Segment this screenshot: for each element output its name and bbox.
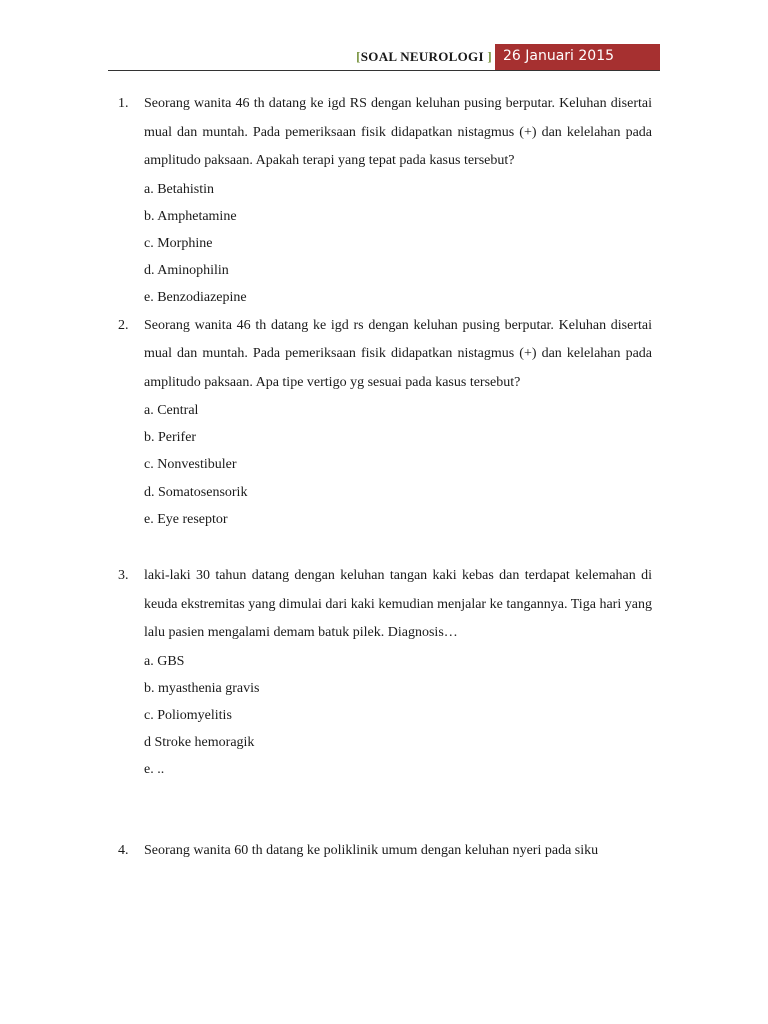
question-text: Seorang wanita 46 th datang ke igd rs dengan keluhan pusing berputar. Keluhan disertai mual dan muntah. Pada pemeriksaan fisik didapatkan nistagmus (+) dan kelelahan pada amplitudo paksaan. Apa tipe vertigo yg sesuai pada kasus tersebut? xyxy=(144,317,652,390)
answer-option: d. Aminophilin xyxy=(144,263,229,279)
header-divider xyxy=(108,70,660,71)
question-number: 2. xyxy=(118,317,129,333)
question-2 xyxy=(118,312,652,534)
answer-option: a. Central xyxy=(144,403,199,419)
answer-option: e. Benzodiazepine xyxy=(144,290,247,306)
question-1 xyxy=(118,90,652,312)
question-3 xyxy=(118,562,652,784)
question-number: 1. xyxy=(118,96,129,111)
title-text: SOAL NEUROLOGI xyxy=(360,49,488,64)
answer-option: c. Poliomyelitis xyxy=(144,707,232,723)
question-text: laki-laki 30 tahun datang dengan keluhan tangan kaki kebas dan terdapat kelemahan di keuda ekstremitas yang dimulai dari kaki kemudian menjalar ke tangannya. Tiga hari yang lalu pasien mengalami demam batuk pilek. Diagnosis… xyxy=(144,568,652,641)
answer-option: b. Amphetamine xyxy=(144,208,237,224)
page-header xyxy=(108,44,660,70)
date-badge: 26 Januari 2015 xyxy=(495,44,660,70)
title-bracket-close: ] xyxy=(487,49,492,64)
question-4 xyxy=(118,837,652,866)
answer-option: d Stroke hemoragik xyxy=(144,735,255,751)
answer-option: a. GBS xyxy=(144,653,185,669)
question-number: 4. xyxy=(118,842,129,858)
answer-option: d. Somatosensorik xyxy=(144,484,248,500)
question-list xyxy=(118,90,652,865)
answer-option: b. myasthenia gravis xyxy=(144,680,260,696)
question-text: Seorang wanita 46 th datang ke igd RS dengan keluhan pusing berputar. Keluhan disertai mual dan muntah. Pada pemeriksaan fisik didapatkan nistagmus (+) dan kelelahan pada amplitudo paksaan. Apakah terapi yang tepat pada kasus tersebut? xyxy=(144,96,652,168)
answer-option: e. .. xyxy=(144,762,165,778)
answer-option: c. Nonvestibuler xyxy=(144,457,237,473)
document-title xyxy=(356,49,492,65)
question-text: Seorang wanita 60 th datang ke poliklinik umum dengan keluhan nyeri pada siku xyxy=(144,842,599,858)
answer-option: a. Betahistin xyxy=(144,181,214,197)
answer-option: b. Perifer xyxy=(144,430,197,446)
answer-option: c. Morphine xyxy=(144,235,213,251)
question-number: 3. xyxy=(118,568,129,584)
title-bracket-open: [ xyxy=(356,49,361,64)
answer-option: e. Eye reseptor xyxy=(144,511,228,527)
